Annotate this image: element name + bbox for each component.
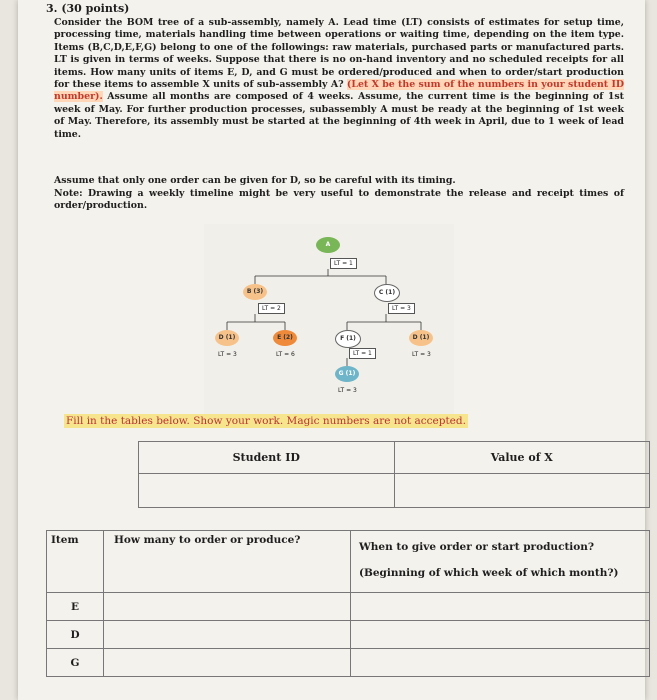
node-e: E (2) (273, 330, 297, 346)
question-paragraph (54, 17, 624, 141)
node-d-right-lt: LT = 3 (412, 351, 431, 358)
student-id-cell[interactable] (139, 474, 395, 508)
student-id-highlight: (Let X be the sum of the numbers in your student ID number). (54, 79, 624, 103)
fill-instructions-text: Fill in the tables below. Show your work. Magic numbers are not accepted. (66, 415, 466, 427)
row-e-quantity-cell[interactable] (104, 593, 351, 621)
node-f-lt: LT = 1 (349, 348, 376, 359)
row-g-timing-cell[interactable] (351, 649, 650, 677)
student-id-table (138, 441, 650, 508)
fill-instructions (64, 415, 468, 427)
paragraph-part2: Assume all months are composed of 4 weeks. Assume, the current time is the beginning of 1st week of May. For further production processes, subassembly A must be ready at the beginning of 1st week of May. Therefore, its assembly must be started at the beginning of 4th week in April, due to 1 week of lead time. (54, 91, 624, 140)
value-x-cell[interactable] (394, 474, 650, 508)
node-e-lt: LT = 6 (276, 351, 295, 358)
answer-table (46, 530, 650, 677)
node-a: A (316, 237, 340, 253)
node-c-lt: LT = 3 (388, 303, 415, 314)
note-text: Note: Drawing a weekly timeline might be very useful to demonstrate the release and receipt times of order/production. (54, 188, 624, 212)
node-b: B (3) (243, 284, 267, 300)
row-g-quantity-cell[interactable] (104, 649, 351, 677)
how-many-header: How many to order or produce? (104, 531, 351, 593)
question-title: 3. (30 points) (46, 2, 130, 15)
row-item-d: D (47, 621, 104, 649)
node-b-lt: LT = 2 (258, 303, 285, 314)
row-item-e: E (47, 593, 104, 621)
node-g: G (1) (335, 366, 359, 382)
student-id-header: Student ID (139, 442, 395, 474)
assumption-text: Assume that only one order can be given for D, so be careful with its timing. (54, 175, 456, 186)
row-d-quantity-cell[interactable] (104, 621, 351, 649)
when-header (351, 531, 650, 593)
row-item-g: G (47, 649, 104, 677)
node-g-lt: LT = 3 (338, 387, 357, 394)
node-d-left-lt: LT = 3 (218, 351, 237, 358)
paragraph-part1: Consider the BOM tree of a sub-assembly, namely A. Lead time (LT) consists of estimates for setup time, processing time, materials handling time between operations or waiting time, depending on the item type. Items (B,C,D,E,F,G) belong to one of the followings: raw materials, purchased parts or manufactured parts. LT is given in terms of weeks. Suppose that there is no on-hand inventory and no scheduled receipts for all items. How many units of items E, D, and G must be ordered/produced and when to order/start production for these items to assemble X units of sub-assembly A? (54, 17, 624, 91)
node-d-right: D (1) (409, 330, 433, 346)
row-d-timing-cell[interactable] (351, 621, 650, 649)
value-x-header: Value of X (394, 442, 650, 474)
node-c: C (1) (374, 284, 400, 302)
worksheet-page (18, 0, 645, 700)
node-a-lt: LT = 1 (330, 258, 357, 269)
node-f: F (1) (335, 330, 361, 348)
item-header: Item (47, 531, 104, 593)
row-e-timing-cell[interactable] (351, 593, 650, 621)
node-d-left: D (1) (215, 330, 239, 346)
bom-tree (204, 224, 454, 414)
when-header-subtext: (Beginning of which week of which month?) (359, 567, 619, 579)
when-header-text: When to give order or start production? (359, 541, 595, 553)
